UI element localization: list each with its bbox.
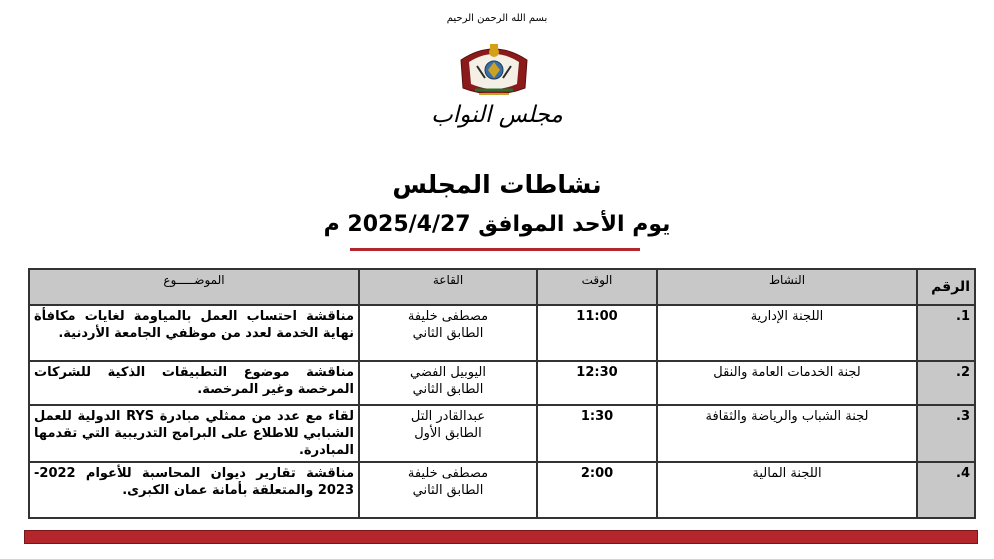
row-num: 1. (917, 305, 975, 361)
table-row (29, 305, 975, 361)
row-hall (359, 305, 537, 361)
title-underline (350, 248, 640, 251)
hall-floor: الطابق الثاني (412, 326, 484, 341)
date-line: يوم الأحد الموافق 2025/4/27 م (323, 212, 671, 237)
row-time: 2:00 (537, 462, 657, 518)
row-hall (359, 462, 537, 518)
jordan-coat-of-arms-icon (455, 40, 533, 98)
row-activity: لجنة الخدمات العامة والنقل (657, 361, 917, 405)
row-hall (359, 361, 537, 405)
footer-bar (24, 530, 978, 544)
row-topic: مناقشة موضوع التطبيقات الذكية للشركات المرخصة وغير المرخصة. (29, 361, 359, 405)
header-topic: الموضـــــوع (29, 269, 359, 305)
header-activity: النشاط (657, 269, 917, 305)
row-activity: لجنة الشباب والرياضة والثقافة (657, 405, 917, 462)
hall-name: مصطفى خليفة (407, 309, 489, 324)
hall-name: اليوبيل الفضي (410, 365, 486, 380)
row-hall (359, 405, 537, 462)
row-activity: اللجنة المالية (657, 462, 917, 518)
row-time: 11:00 (537, 305, 657, 361)
basmala: بسم الله الرحمن الرحيم (446, 13, 548, 24)
row-time: 1:30 (537, 405, 657, 462)
table-row (29, 405, 975, 462)
row-time: 12:30 (537, 361, 657, 405)
table-header-row (29, 269, 975, 305)
page-title: نشاطات المجلس (392, 170, 602, 199)
row-activity: اللجنة الإدارية (657, 305, 917, 361)
table-row (29, 462, 975, 518)
row-num: 2. (917, 361, 975, 405)
hall-floor: الطابق الأول (414, 426, 482, 441)
row-topic: لقاء مع عدد من ممثلي مبادرة RYS الدولية للعمل الشبابي للاطلاع على البرامج التدريبية التي تقدمها المبادرة. (29, 405, 359, 462)
header-num: الرقم (917, 269, 975, 305)
row-num: 4. (917, 462, 975, 518)
hall-name: عبدالقادر التل (410, 409, 486, 424)
row-topic: مناقشة تقارير ديوان المحاسبة للأعوام 2022-2023 والمتعلقة بأمانة عمان الكبرى. (29, 462, 359, 518)
hall-floor: الطابق الثاني (412, 382, 484, 397)
activities-table (28, 268, 976, 519)
row-num: 3. (917, 405, 975, 462)
header-time: الوقت (537, 269, 657, 305)
header-hall: القاعة (359, 269, 537, 305)
hall-floor: الطابق الثاني (412, 483, 484, 498)
table-row (29, 361, 975, 405)
house-name-logotype: مجلس النواب (431, 102, 563, 128)
hall-name: مصطفى خليفة (407, 466, 489, 481)
row-topic: مناقشة احتساب العمل بالمياومة لغايات مكافأة نهاية الخدمة لعدد من موظفي الجامعة الأردنية. (29, 305, 359, 361)
